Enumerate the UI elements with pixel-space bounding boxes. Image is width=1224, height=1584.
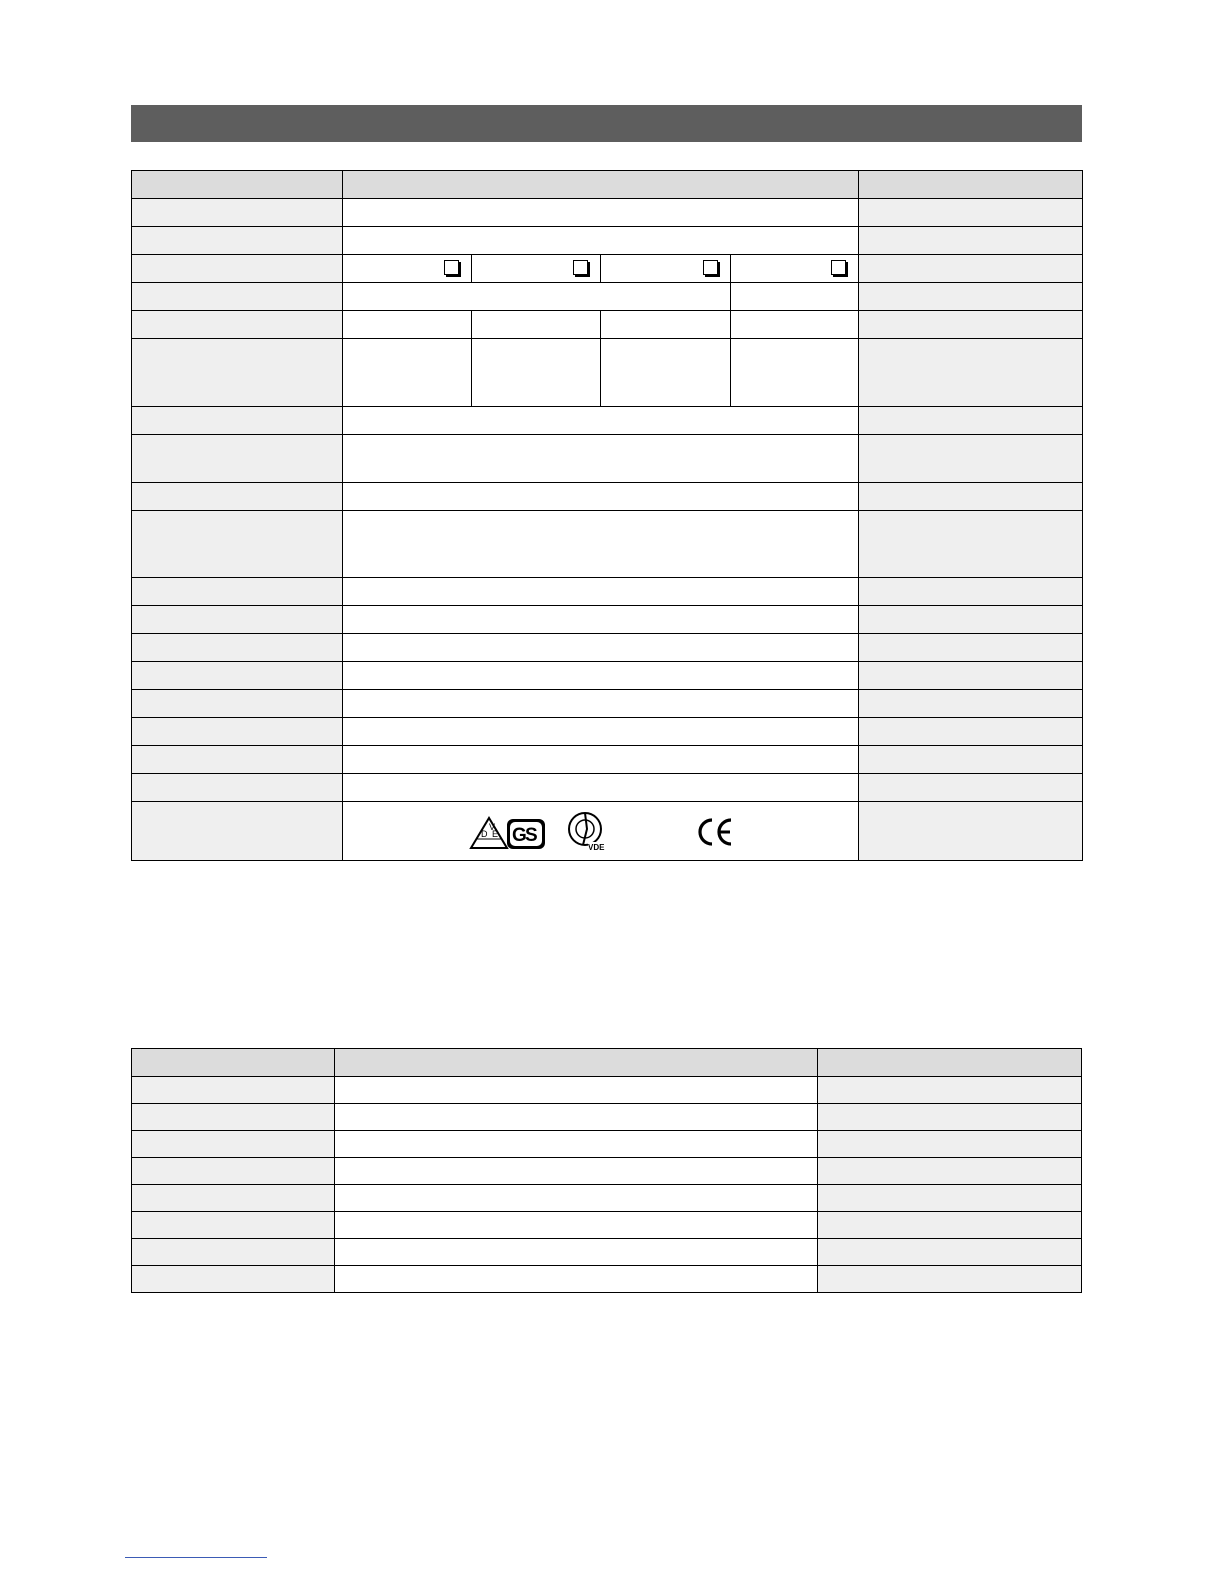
header-cell-item xyxy=(132,171,343,199)
row-note xyxy=(859,227,1083,255)
row-label xyxy=(132,662,343,690)
row-note xyxy=(818,1158,1082,1185)
table-row xyxy=(132,774,1083,802)
row-label xyxy=(132,1077,335,1104)
row-value xyxy=(343,227,859,255)
table-row xyxy=(132,1239,1082,1266)
row-value xyxy=(343,407,859,435)
table-row xyxy=(132,339,1083,407)
row-label xyxy=(132,634,343,662)
row-label xyxy=(132,718,343,746)
row-label xyxy=(132,339,343,407)
row-label xyxy=(132,1158,335,1185)
table-row-certifications xyxy=(132,802,1083,861)
row-note xyxy=(859,283,1083,311)
row-note xyxy=(859,199,1083,227)
option-checkbox[interactable] xyxy=(444,260,459,275)
table-row xyxy=(132,407,1083,435)
row-value xyxy=(601,311,731,339)
row-value xyxy=(343,634,859,662)
ce-mark-icon xyxy=(695,817,735,847)
row-value xyxy=(343,483,859,511)
row-note xyxy=(859,311,1083,339)
table-row xyxy=(132,1077,1082,1104)
svg-text:G: G xyxy=(512,825,527,846)
row-value xyxy=(335,1239,818,1266)
row-note xyxy=(859,690,1083,718)
row-value xyxy=(472,311,601,339)
row-label xyxy=(132,283,343,311)
row-value xyxy=(343,662,859,690)
table-row xyxy=(132,746,1083,774)
row-label xyxy=(132,1185,335,1212)
row-label xyxy=(132,1131,335,1158)
row-label xyxy=(132,407,343,435)
table-row xyxy=(132,511,1083,578)
table-row xyxy=(132,1266,1082,1293)
table-row xyxy=(132,311,1083,339)
table-row xyxy=(132,606,1083,634)
row-note xyxy=(859,746,1083,774)
row-note xyxy=(818,1212,1082,1239)
row-note xyxy=(818,1266,1082,1293)
table-row xyxy=(132,199,1083,227)
svg-text:S: S xyxy=(525,825,538,846)
vde-gs-mark-icon xyxy=(469,815,549,851)
row-value xyxy=(335,1077,818,1104)
row-note xyxy=(859,435,1083,483)
row-label xyxy=(132,774,343,802)
row-label xyxy=(132,1212,335,1239)
row-value xyxy=(335,1104,818,1131)
row-note xyxy=(859,802,1083,861)
table-header-row xyxy=(132,1049,1082,1077)
row-value xyxy=(343,283,731,311)
row-note xyxy=(859,483,1083,511)
row-label xyxy=(132,1239,335,1266)
option-checkbox[interactable] xyxy=(703,260,718,275)
row-value xyxy=(343,746,859,774)
row-value xyxy=(343,435,859,483)
row-note xyxy=(859,662,1083,690)
certification-logos-cell xyxy=(343,802,859,861)
header-cell-item xyxy=(132,1049,335,1077)
row-note xyxy=(859,634,1083,662)
row-value xyxy=(343,606,859,634)
row-note xyxy=(818,1131,1082,1158)
option-cell xyxy=(343,255,472,283)
footer-link-underline[interactable] xyxy=(125,1557,267,1558)
row-label xyxy=(132,199,343,227)
row-value xyxy=(343,718,859,746)
option-cell xyxy=(601,255,731,283)
row-note xyxy=(859,774,1083,802)
table-row xyxy=(132,690,1083,718)
option-cell xyxy=(472,255,601,283)
row-value xyxy=(335,1131,818,1158)
row-label xyxy=(132,578,343,606)
table-row xyxy=(132,1158,1082,1185)
row-label xyxy=(132,746,343,774)
row-label xyxy=(132,255,343,283)
row-note xyxy=(859,511,1083,578)
row-note xyxy=(859,339,1083,407)
table-row xyxy=(132,1104,1082,1131)
row-value xyxy=(335,1212,818,1239)
row-value-secondary xyxy=(731,283,859,311)
row-label xyxy=(132,606,343,634)
table-row-options xyxy=(132,255,1083,283)
table-row xyxy=(132,483,1083,511)
row-label xyxy=(132,435,343,483)
svg-text:VDE: VDE xyxy=(588,843,605,852)
option-cell xyxy=(731,255,859,283)
row-note xyxy=(859,606,1083,634)
row-label xyxy=(132,1266,335,1293)
row-value xyxy=(343,199,859,227)
row-note xyxy=(818,1104,1082,1131)
header-cell-note xyxy=(818,1049,1082,1077)
row-value xyxy=(343,511,859,578)
row-value xyxy=(343,774,859,802)
row-note xyxy=(818,1077,1082,1104)
row-note xyxy=(859,718,1083,746)
section-title-bar xyxy=(131,105,1082,142)
row-label xyxy=(132,483,343,511)
row-value xyxy=(343,690,859,718)
option-checkbox[interactable] xyxy=(573,260,588,275)
vde-emc-mark-icon xyxy=(566,809,608,853)
table-header-row xyxy=(132,171,1083,199)
header-cell-value xyxy=(335,1049,818,1077)
table-row xyxy=(132,718,1083,746)
option-checkbox[interactable] xyxy=(831,260,846,275)
secondary-table xyxy=(131,1048,1082,1293)
table-row xyxy=(132,1212,1082,1239)
table-row xyxy=(132,227,1083,255)
row-value xyxy=(472,339,601,407)
row-value xyxy=(335,1158,818,1185)
row-note xyxy=(818,1239,1082,1266)
header-cell-value xyxy=(343,171,859,199)
row-value xyxy=(343,578,859,606)
row-value xyxy=(335,1185,818,1212)
row-value xyxy=(343,339,472,407)
row-value xyxy=(343,311,472,339)
row-note xyxy=(859,255,1083,283)
row-label xyxy=(132,227,343,255)
row-label xyxy=(132,690,343,718)
row-value xyxy=(335,1266,818,1293)
header-cell-note xyxy=(859,171,1083,199)
row-note xyxy=(859,578,1083,606)
row-note xyxy=(859,407,1083,435)
row-label xyxy=(132,511,343,578)
row-label xyxy=(132,1104,335,1131)
row-label xyxy=(132,311,343,339)
table-row xyxy=(132,1131,1082,1158)
table-row xyxy=(132,283,1083,311)
table-row xyxy=(132,634,1083,662)
table-row xyxy=(132,578,1083,606)
table-row xyxy=(132,1185,1082,1212)
row-value xyxy=(601,339,731,407)
row-value xyxy=(731,339,859,407)
row-label xyxy=(132,802,343,861)
svg-text:D: D xyxy=(481,829,488,839)
svg-text:V: V xyxy=(489,822,496,832)
row-value xyxy=(731,311,859,339)
specification-table xyxy=(131,170,1083,861)
certification-logos xyxy=(343,803,858,859)
row-note xyxy=(818,1185,1082,1212)
table-row xyxy=(132,435,1083,483)
table-row xyxy=(132,662,1083,690)
svg-text:E: E xyxy=(492,829,499,839)
